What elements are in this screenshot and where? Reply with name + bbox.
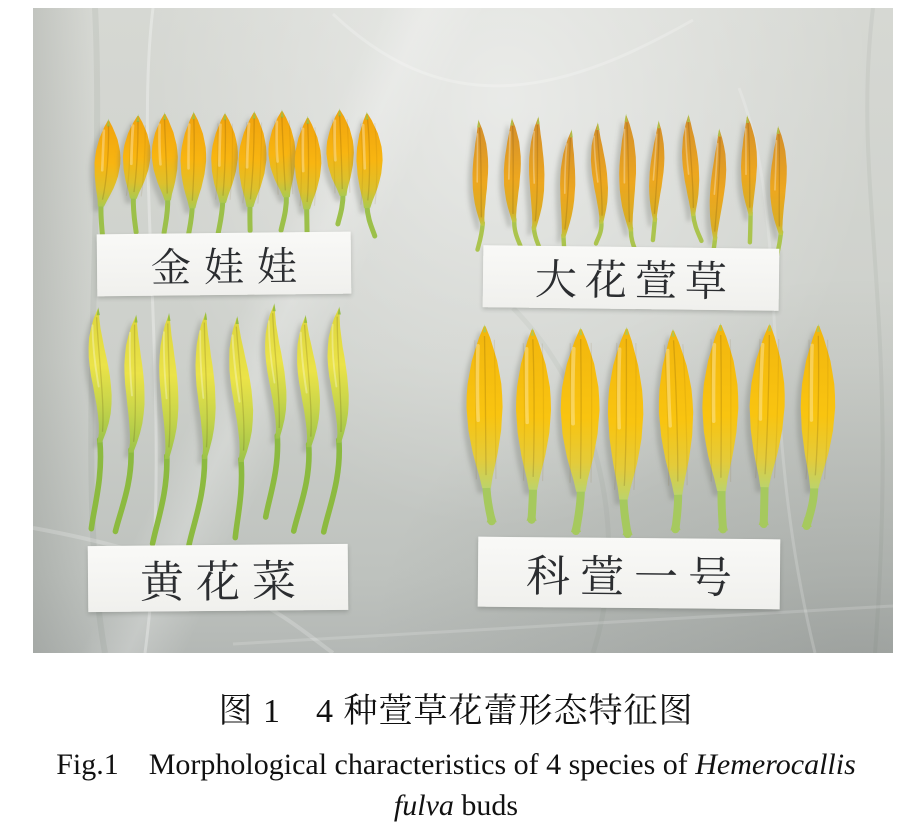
caption-en-suffix: buds bbox=[453, 789, 519, 822]
buds-photo bbox=[33, 8, 893, 653]
caption-english-line1 bbox=[0, 744, 912, 785]
label-card-kexuanyihao bbox=[478, 537, 781, 610]
label-card-jinwawa bbox=[97, 232, 352, 297]
caption-chinese: 图 1 4 种萱草花蕾形态特征图 bbox=[218, 693, 694, 730]
label-card-dahuaxuancao bbox=[483, 245, 780, 311]
label-text-kexuanyihao: 科萱一号 bbox=[525, 552, 743, 603]
caption-en-prefix: Fig.1 Morphological characteristics of 4 species of bbox=[56, 748, 696, 781]
caption-english-line2 bbox=[0, 785, 912, 826]
label-card-huanghuacai bbox=[88, 544, 349, 612]
label-text-jinwawa: 金娃娃 bbox=[150, 243, 311, 291]
label-text-dahuaxuancao: 大花萱草 bbox=[534, 257, 736, 307]
caption-en-species-italic: Hemerocallis bbox=[695, 748, 856, 781]
caption-en-fulva-italic: fulva bbox=[393, 789, 454, 822]
label-text-huanghuacai: 黄花菜 bbox=[139, 557, 309, 608]
figure-caption bbox=[0, 691, 912, 826]
